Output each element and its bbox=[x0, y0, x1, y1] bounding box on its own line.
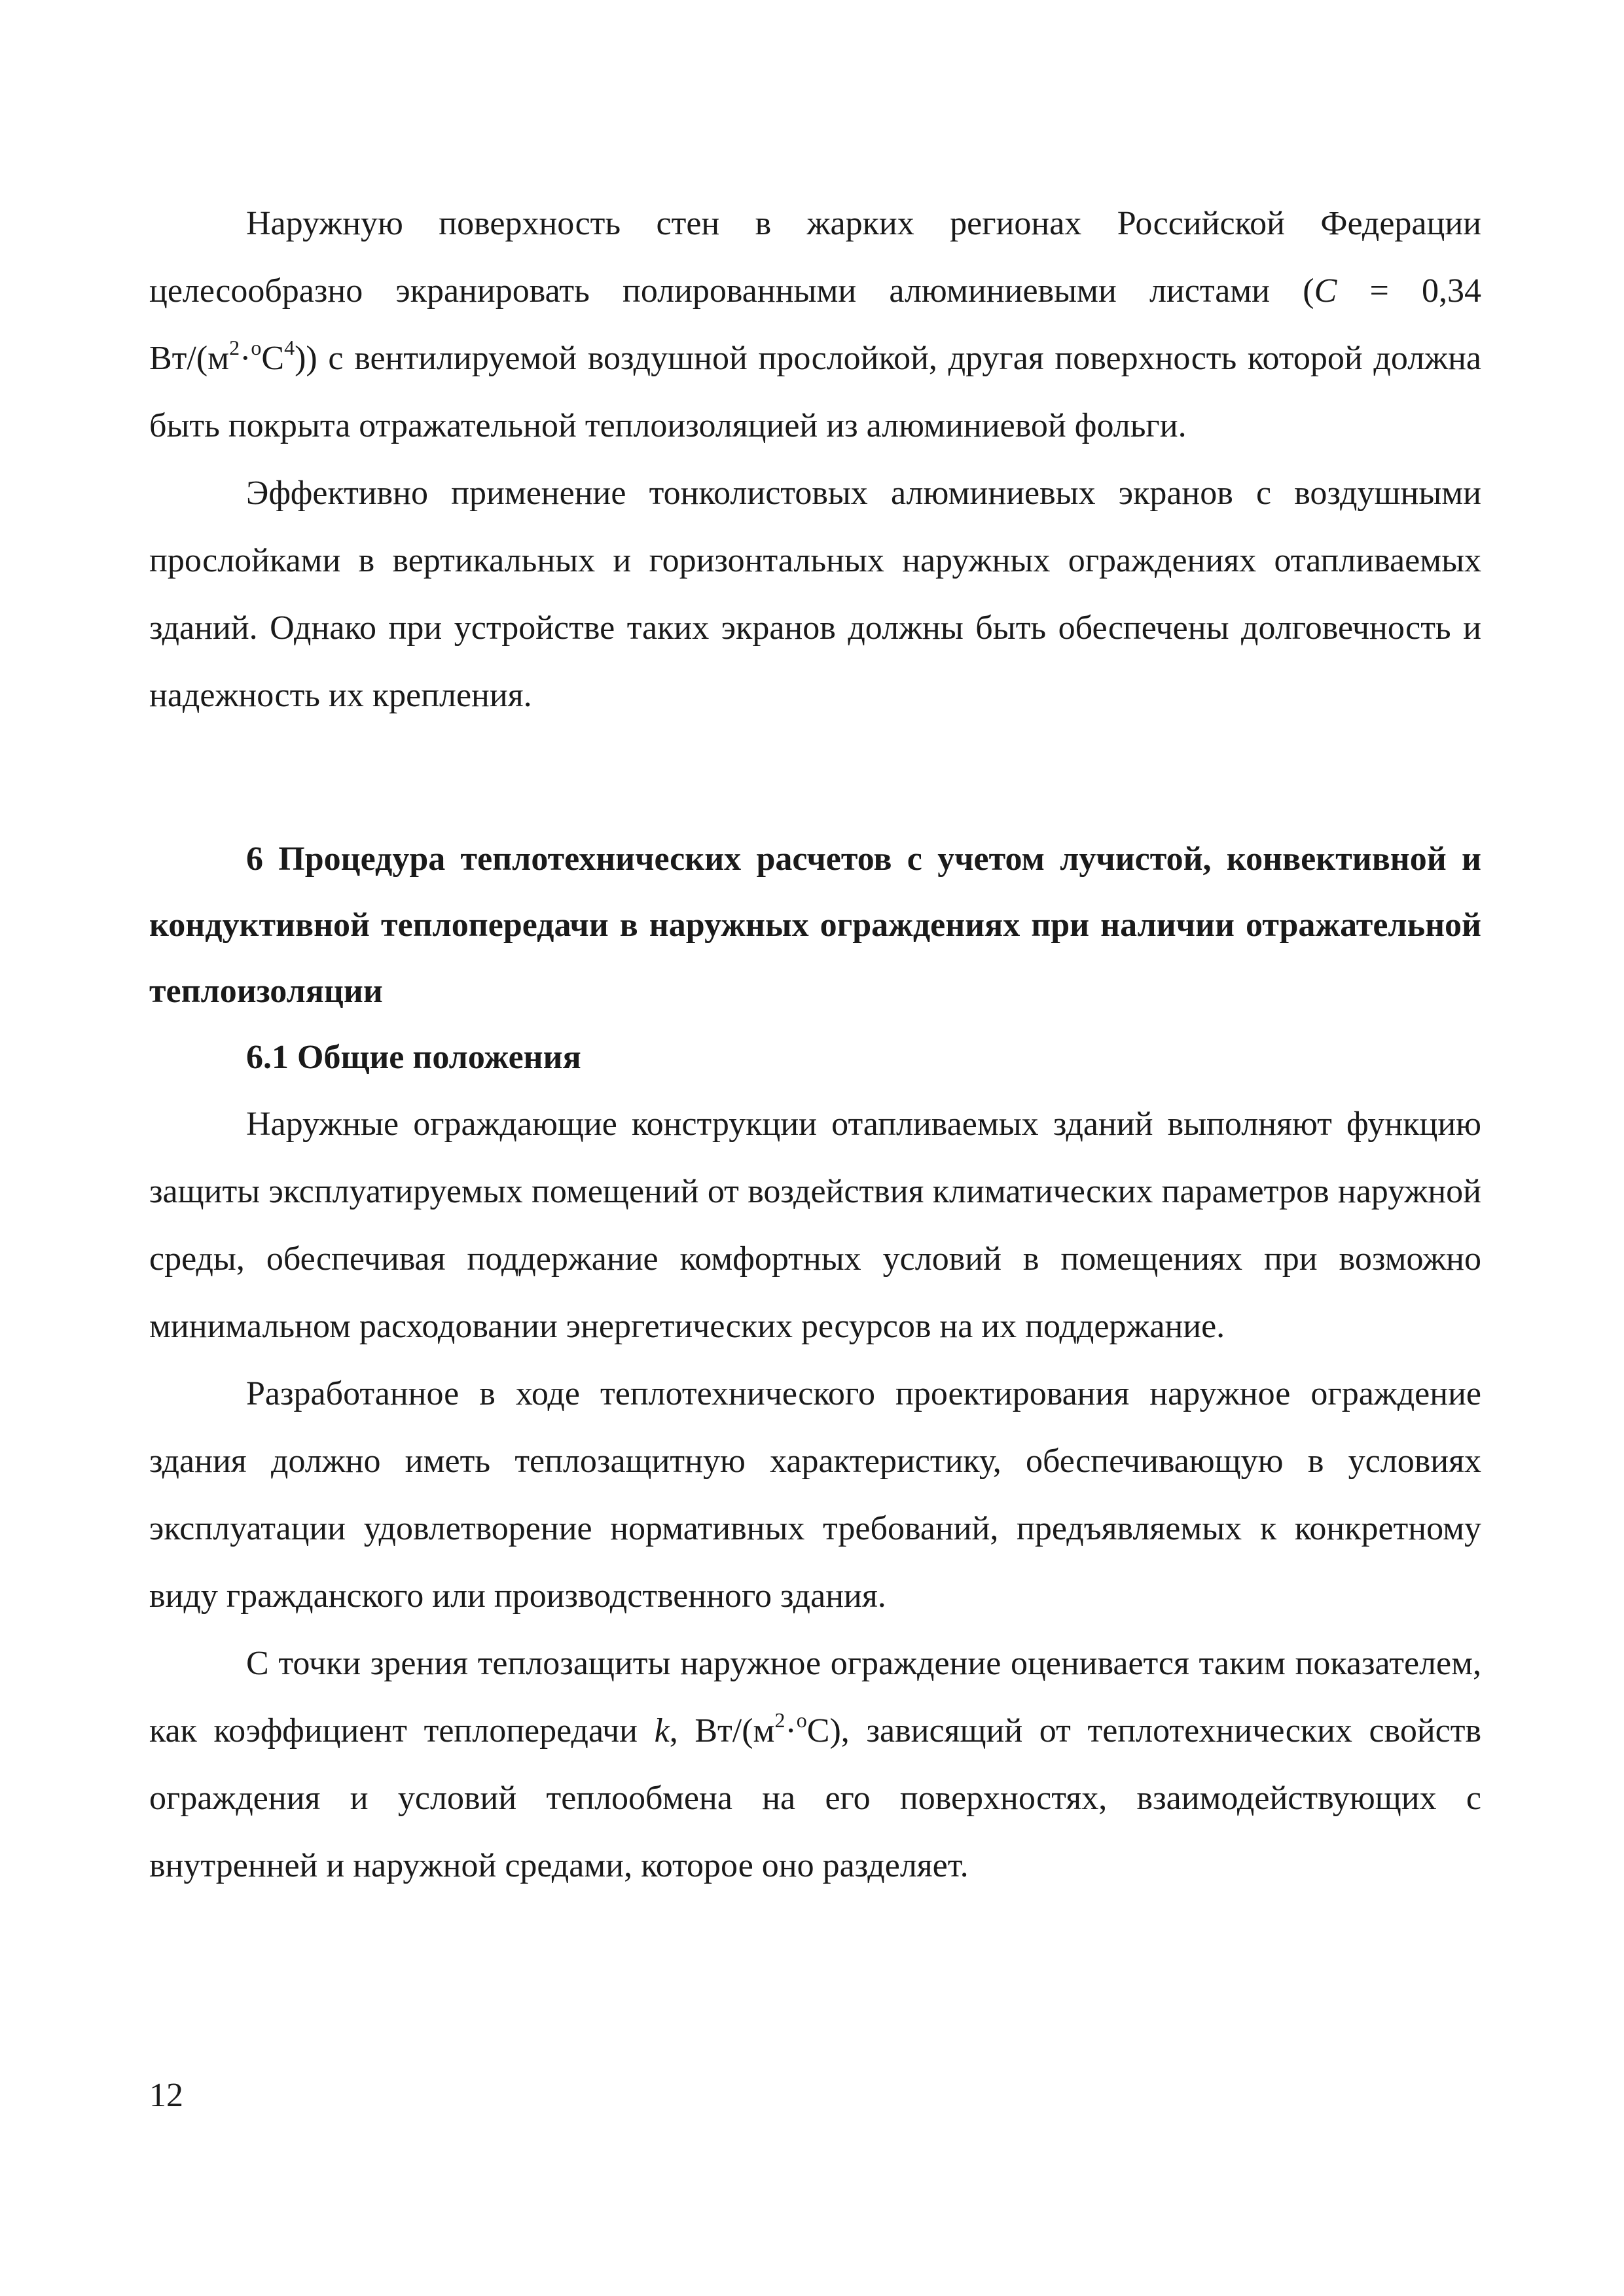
paragraph-thermal-design: Разработанное в ходе теплотехнического проектирования наружное ограждение здания должно иметь теплозащитную характеристику, обеспечивающую в условиях эксплуатации удовлетворение нормативных требований, предъявляемых к конкретному виду гражданского или производственного здания. bbox=[149, 1375, 1481, 1615]
page-body bbox=[149, 190, 1481, 1899]
paragraph-aluminium-screens: Наружную поверхность стен в жарких регионах Российской Федерации целесообразно экранировать полированными алюминиевыми листами (С = 0,34 $Вт/(м^2\cdot^оС^4)$) с вентилируемой воздушной прослойкой, другая поверхность которой должна быть покрыта отражательной теплоизоляцией из алюминиевой фольги. bbox=[149, 205, 1482, 444]
paragraph-heat-transfer-coefficient: С точки зрения теплозащиты наружное ограждение оценивается таким показателем, как коэффициент теплопередачи k, $Вт/(м^2\cdot^оС)$, зависящий от теплотехнических свойств ограждения и условий теплообмена на его поверхностях, взаимодействующих с внутренней и наружной средами, которое оно разделяет. bbox=[149, 1645, 1481, 1884]
paragraph-enclosing-structures: Наружные ограждающие конструкции отапливаемых зданий выполняют функцию защиты эксплуатируемых помещений от воздействия климатических параметров наружной среды, обеспечивая поддержание комфортных условий в помещениях при возможно минимальном расходовании энергетических ресурсов на их поддержание. bbox=[149, 1105, 1481, 1345]
paragraph-thin-screens: Эффективно применение тонколистовых алюминиевых экранов с воздушными прослойками в вертикальных и горизонтальных наружных ограждениях отапливаемых зданий. Однако при устройстве таких экранов должны быть обеспечены долговечность и надежность их крепления. bbox=[149, 475, 1481, 714]
subsection-heading: 6.1 Общие положения bbox=[246, 1039, 581, 1076]
page-number: 12 bbox=[149, 2077, 183, 2114]
section-heading: 6 Процедура теплотехнических расчетов с учетом лучистой, конвективной и кондуктивной теплопередачи в наружных ограждениях при наличии отражательной теплоизоляции bbox=[149, 840, 1481, 1010]
